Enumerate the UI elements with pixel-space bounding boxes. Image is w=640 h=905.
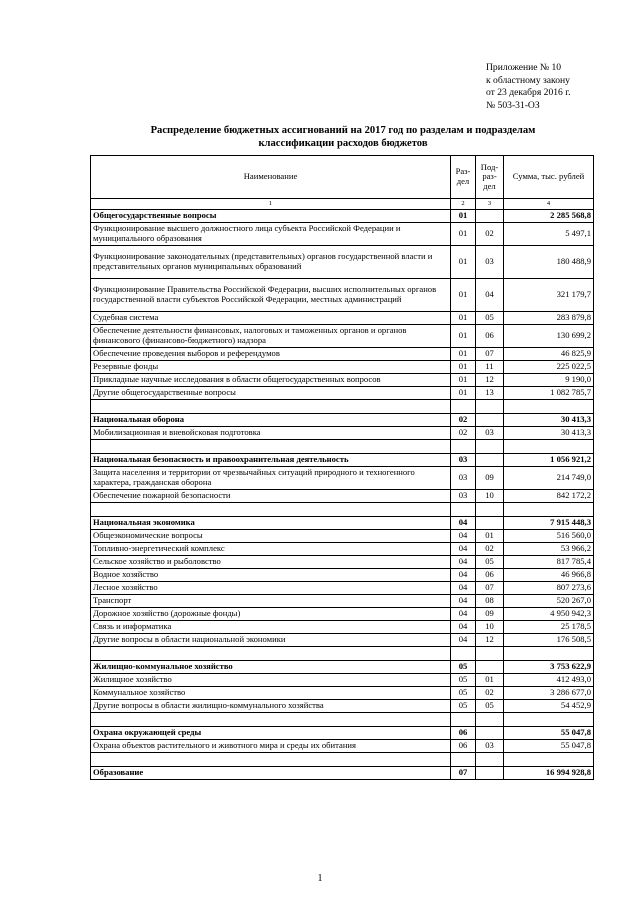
budget-table bbox=[90, 155, 594, 780]
row-sum: 54 452,9 bbox=[504, 699, 594, 712]
row-podrazdel: 06 bbox=[476, 324, 504, 347]
row-razdel: 02 bbox=[451, 426, 476, 439]
row-sum: 1 082 785,7 bbox=[504, 386, 594, 399]
row-razdel: 04 bbox=[451, 581, 476, 594]
header-podrazdel: Под-раз-дел bbox=[476, 156, 504, 199]
empty-cell bbox=[476, 399, 504, 413]
empty-cell bbox=[451, 399, 476, 413]
empty-cell bbox=[504, 399, 594, 413]
row-name: Функционирование высшего должностного лица субъекта Российской Федерации и муниципального образования bbox=[91, 222, 451, 245]
row-sum: 16 994 928,8 bbox=[504, 766, 594, 779]
empty-cell bbox=[504, 439, 594, 453]
row-podrazdel bbox=[476, 766, 504, 779]
row-sum: 3 753 622,9 bbox=[504, 660, 594, 673]
row-razdel: 01 bbox=[451, 245, 476, 278]
column-number: 2 bbox=[451, 199, 476, 210]
row-sum: 5 497,1 bbox=[504, 222, 594, 245]
section-row bbox=[91, 516, 594, 529]
empty-cell bbox=[451, 646, 476, 660]
row-sum: 55 047,8 bbox=[504, 726, 594, 739]
row-name: Топливно-энергетический комплекс bbox=[91, 542, 451, 555]
row-name: Другие вопросы в области жилищно-коммунального хозяйства bbox=[91, 699, 451, 712]
column-number: 3 bbox=[476, 199, 504, 210]
empty-cell bbox=[91, 752, 451, 766]
subsection-row bbox=[91, 386, 594, 399]
empty-cell bbox=[476, 502, 504, 516]
subsection-row bbox=[91, 311, 594, 324]
section-row bbox=[91, 453, 594, 466]
row-podrazdel: 08 bbox=[476, 594, 504, 607]
header-sum: Сумма, тыс. рублей bbox=[504, 156, 594, 199]
row-sum: 7 915 448,3 bbox=[504, 516, 594, 529]
row-podrazdel: 02 bbox=[476, 222, 504, 245]
row-podrazdel: 01 bbox=[476, 529, 504, 542]
column-number-row bbox=[91, 199, 594, 210]
page-number: 1 bbox=[317, 873, 323, 884]
row-name: Мобилизационная и вневойсковая подготовка bbox=[91, 426, 451, 439]
row-podrazdel: 05 bbox=[476, 311, 504, 324]
row-sum: 817 785,4 bbox=[504, 555, 594, 568]
row-razdel: 04 bbox=[451, 620, 476, 633]
subsection-row bbox=[91, 324, 594, 347]
empty-cell bbox=[504, 646, 594, 660]
spacer-row bbox=[91, 399, 594, 413]
row-podrazdel: 10 bbox=[476, 620, 504, 633]
spacer-row bbox=[91, 646, 594, 660]
empty-cell bbox=[476, 752, 504, 766]
appendix-line: от 23 декабря 2016 г. bbox=[486, 87, 571, 98]
row-sum: 520 267,0 bbox=[504, 594, 594, 607]
subsection-row bbox=[91, 633, 594, 646]
subsection-row bbox=[91, 739, 594, 752]
row-sum: 176 508,5 bbox=[504, 633, 594, 646]
row-razdel: 04 bbox=[451, 542, 476, 555]
row-podrazdel: 03 bbox=[476, 739, 504, 752]
header-razdel: Раз-дел bbox=[451, 156, 476, 199]
empty-cell bbox=[504, 752, 594, 766]
row-razdel: 05 bbox=[451, 699, 476, 712]
row-name: Водное хозяйство bbox=[91, 568, 451, 581]
subsection-row bbox=[91, 222, 594, 245]
row-podrazdel: 02 bbox=[476, 686, 504, 699]
row-sum: 214 749,0 bbox=[504, 466, 594, 489]
row-razdel: 01 bbox=[451, 278, 476, 311]
document-title bbox=[90, 125, 596, 150]
table-header-row bbox=[91, 156, 594, 199]
spacer-row bbox=[91, 752, 594, 766]
row-podrazdel bbox=[476, 660, 504, 673]
row-sum: 180 488,9 bbox=[504, 245, 594, 278]
row-razdel: 01 bbox=[451, 347, 476, 360]
subsection-row bbox=[91, 426, 594, 439]
row-name: Лесное хозяйство bbox=[91, 581, 451, 594]
title-line: Распределение бюджетных ассигнований на 2017 год по разделам и подразделам bbox=[150, 125, 536, 136]
row-name: Дорожное хозяйство (дорожные фонды) bbox=[91, 607, 451, 620]
row-razdel: 04 bbox=[451, 568, 476, 581]
row-razdel: 03 bbox=[451, 453, 476, 466]
row-razdel: 01 bbox=[451, 209, 476, 222]
empty-cell bbox=[91, 439, 451, 453]
header-name: Наименование bbox=[91, 156, 451, 199]
column-number: 4 bbox=[504, 199, 594, 210]
row-sum: 321 179,7 bbox=[504, 278, 594, 311]
row-name: Национальная оборона bbox=[91, 413, 451, 426]
row-razdel: 01 bbox=[451, 324, 476, 347]
empty-cell bbox=[91, 399, 451, 413]
row-podrazdel: 07 bbox=[476, 347, 504, 360]
row-razdel: 04 bbox=[451, 607, 476, 620]
row-sum: 4 950 942,3 bbox=[504, 607, 594, 620]
row-podrazdel: 04 bbox=[476, 278, 504, 311]
row-name: Национальная безопасность и правоохранительная деятельность bbox=[91, 453, 451, 466]
appendix-line: № 503-31-ОЗ bbox=[486, 99, 540, 111]
row-razdel: 03 bbox=[451, 466, 476, 489]
subsection-row bbox=[91, 245, 594, 278]
subsection-row bbox=[91, 373, 594, 386]
row-podrazdel: 10 bbox=[476, 489, 504, 502]
row-podrazdel: 13 bbox=[476, 386, 504, 399]
spacer-row bbox=[91, 439, 594, 453]
section-row bbox=[91, 766, 594, 779]
row-razdel: 05 bbox=[451, 686, 476, 699]
subsection-row bbox=[91, 542, 594, 555]
row-name: Функционирование законодательных (представительных) органов государственной власти и представительных органов муниципальных образований bbox=[91, 245, 451, 278]
row-razdel: 04 bbox=[451, 529, 476, 542]
section-row bbox=[91, 660, 594, 673]
row-podrazdel: 07 bbox=[476, 581, 504, 594]
section-row bbox=[91, 209, 594, 222]
row-name: Функционирование Правительства Российской Федерации, высших исполнительных органов государственной власти субъектов Российской Федерации, местных администраций bbox=[91, 278, 451, 311]
row-name: Транспорт bbox=[91, 594, 451, 607]
subsection-row bbox=[91, 607, 594, 620]
empty-cell bbox=[451, 502, 476, 516]
row-podrazdel: 05 bbox=[476, 699, 504, 712]
row-sum: 842 172,2 bbox=[504, 489, 594, 502]
row-sum: 2 285 568,8 bbox=[504, 209, 594, 222]
row-sum: 412 493,0 bbox=[504, 673, 594, 686]
row-sum: 25 178,5 bbox=[504, 620, 594, 633]
row-podrazdel: 11 bbox=[476, 360, 504, 373]
row-razdel: 01 bbox=[451, 386, 476, 399]
column-number: 1 bbox=[91, 199, 451, 210]
subsection-row bbox=[91, 360, 594, 373]
subsection-row bbox=[91, 620, 594, 633]
row-razdel: 04 bbox=[451, 594, 476, 607]
subsection-row bbox=[91, 489, 594, 502]
empty-cell bbox=[476, 646, 504, 660]
appendix-line: к областному закону bbox=[486, 74, 570, 86]
subsection-row bbox=[91, 347, 594, 360]
subsection-row bbox=[91, 555, 594, 568]
row-podrazdel bbox=[476, 453, 504, 466]
row-razdel: 03 bbox=[451, 489, 476, 502]
subsection-row bbox=[91, 699, 594, 712]
row-name: Прикладные научные исследования в области общегосударственных вопросов bbox=[91, 373, 451, 386]
section-row bbox=[91, 726, 594, 739]
empty-cell bbox=[91, 502, 451, 516]
spacer-row bbox=[91, 712, 594, 726]
row-podrazdel: 12 bbox=[476, 373, 504, 386]
row-sum: 30 413,3 bbox=[504, 426, 594, 439]
row-sum: 807 273,6 bbox=[504, 581, 594, 594]
row-name: Национальная экономика bbox=[91, 516, 451, 529]
row-razdel: 05 bbox=[451, 673, 476, 686]
row-razdel: 06 bbox=[451, 726, 476, 739]
row-razdel: 02 bbox=[451, 413, 476, 426]
empty-cell bbox=[91, 712, 451, 726]
empty-cell bbox=[91, 646, 451, 660]
row-sum: 516 560,0 bbox=[504, 529, 594, 542]
row-sum: 283 879,8 bbox=[504, 311, 594, 324]
row-sum: 53 966,2 bbox=[504, 542, 594, 555]
spacer-row bbox=[91, 502, 594, 516]
row-razdel: 04 bbox=[451, 633, 476, 646]
row-name: Резервные фонды bbox=[91, 360, 451, 373]
row-name: Охрана окружающей среды bbox=[91, 726, 451, 739]
subsection-row bbox=[91, 673, 594, 686]
row-podrazdel: 03 bbox=[476, 245, 504, 278]
row-name: Обеспечение деятельности финансовых, налоговых и таможенных органов и органов финансового (финансово-бюджетного) надзора bbox=[91, 324, 451, 347]
row-podrazdel bbox=[476, 413, 504, 426]
row-podrazdel: 09 bbox=[476, 466, 504, 489]
row-podrazdel bbox=[476, 209, 504, 222]
row-name: Жилищно-коммунальное хозяйство bbox=[91, 660, 451, 673]
row-razdel: 01 bbox=[451, 360, 476, 373]
appendix-line: Приложение № 10 bbox=[486, 62, 562, 73]
section-row bbox=[91, 413, 594, 426]
row-podrazdel: 01 bbox=[476, 673, 504, 686]
row-name: Образование bbox=[91, 766, 451, 779]
row-sum: 225 022,5 bbox=[504, 360, 594, 373]
empty-cell bbox=[451, 752, 476, 766]
row-podrazdel: 05 bbox=[476, 555, 504, 568]
row-podrazdel: 06 bbox=[476, 568, 504, 581]
row-name: Другие вопросы в области национальной экономики bbox=[91, 633, 451, 646]
row-name: Защита населения и территории от чрезвычайных ситуаций природного и техногенного характера, гражданская оборона bbox=[91, 466, 451, 489]
row-name: Общегосударственные вопросы bbox=[91, 209, 451, 222]
title-line: классификации расходов бюджетов bbox=[258, 137, 428, 149]
row-podrazdel: 09 bbox=[476, 607, 504, 620]
row-name: Судебная система bbox=[91, 311, 451, 324]
subsection-row bbox=[91, 278, 594, 311]
empty-cell bbox=[476, 712, 504, 726]
row-razdel: 07 bbox=[451, 766, 476, 779]
row-name: Обеспечение пожарной безопасности bbox=[91, 489, 451, 502]
empty-cell bbox=[451, 712, 476, 726]
row-razdel: 01 bbox=[451, 311, 476, 324]
row-sum: 9 190,0 bbox=[504, 373, 594, 386]
row-sum: 130 699,2 bbox=[504, 324, 594, 347]
row-sum: 1 056 921,2 bbox=[504, 453, 594, 466]
row-podrazdel: 03 bbox=[476, 426, 504, 439]
row-razdel: 01 bbox=[451, 222, 476, 245]
row-name: Другие общегосударственные вопросы bbox=[91, 386, 451, 399]
subsection-row bbox=[91, 466, 594, 489]
subsection-row bbox=[91, 581, 594, 594]
empty-cell bbox=[504, 712, 594, 726]
row-razdel: 05 bbox=[451, 660, 476, 673]
row-name: Коммунальное хозяйство bbox=[91, 686, 451, 699]
row-name: Связь и информатика bbox=[91, 620, 451, 633]
budget-table-body bbox=[91, 209, 594, 779]
row-name: Обеспечение проведения выборов и референдумов bbox=[91, 347, 451, 360]
row-podrazdel bbox=[476, 516, 504, 529]
row-razdel: 04 bbox=[451, 516, 476, 529]
subsection-row bbox=[91, 686, 594, 699]
row-razdel: 06 bbox=[451, 739, 476, 752]
row-sum: 30 413,3 bbox=[504, 413, 594, 426]
row-razdel: 04 bbox=[451, 555, 476, 568]
row-podrazdel bbox=[476, 726, 504, 739]
subsection-row bbox=[91, 529, 594, 542]
row-razdel: 01 bbox=[451, 373, 476, 386]
empty-cell bbox=[451, 439, 476, 453]
row-sum: 46 966,8 bbox=[504, 568, 594, 581]
row-sum: 46 825,9 bbox=[504, 347, 594, 360]
appendix-note bbox=[486, 62, 571, 112]
row-name: Сельское хозяйство и рыболовство bbox=[91, 555, 451, 568]
empty-cell bbox=[476, 439, 504, 453]
row-name: Общеэкономические вопросы bbox=[91, 529, 451, 542]
row-sum: 55 047,8 bbox=[504, 739, 594, 752]
subsection-row bbox=[91, 594, 594, 607]
empty-cell bbox=[504, 502, 594, 516]
row-sum: 3 286 677,0 bbox=[504, 686, 594, 699]
subsection-row bbox=[91, 568, 594, 581]
row-podrazdel: 12 bbox=[476, 633, 504, 646]
row-podrazdel: 02 bbox=[476, 542, 504, 555]
row-name: Охрана объектов растительного и животного мира и среды их обитания bbox=[91, 739, 451, 752]
row-name: Жилищное хозяйство bbox=[91, 673, 451, 686]
